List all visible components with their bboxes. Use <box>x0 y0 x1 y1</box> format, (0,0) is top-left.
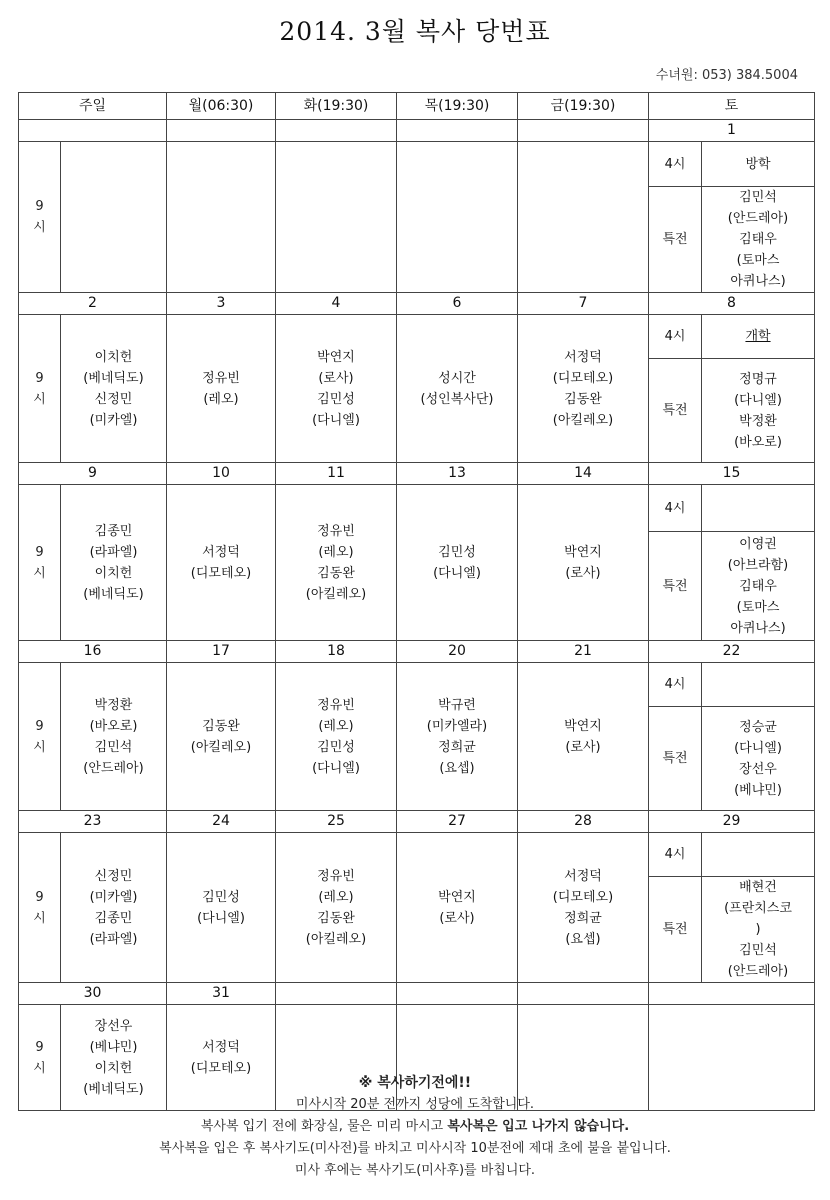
sat-slot-value <box>702 707 815 811</box>
header-monday: 월(06:30) <box>167 93 276 120</box>
server-name: 김동완 <box>202 718 240 734</box>
server-name: 서정덕 <box>202 1039 240 1055</box>
server-name: 정유빈 <box>202 370 240 386</box>
duty-cell <box>397 663 518 811</box>
server-name: 정유빈 <box>317 697 355 713</box>
server-name: (바오로) <box>89 718 138 734</box>
sat-slot-label: 4시 <box>649 485 702 532</box>
server-name: 정유빈 <box>317 523 355 539</box>
server-name: (베냐민) <box>734 782 782 798</box>
instruction-line: 미사 후에는 복사기도(미사후)를 바칩니다. <box>294 1163 536 1178</box>
server-name: 정희균 <box>564 910 602 926</box>
server-name: (성인복사단) <box>420 391 494 407</box>
duty-cell <box>61 315 167 463</box>
header-thursday: 목(19:30) <box>397 93 518 120</box>
server-name: (로사) <box>318 370 354 386</box>
server-name: 정명규 <box>739 371 777 387</box>
sat-slot-label: 4시 <box>649 142 702 187</box>
server-name: 김민석 <box>739 190 777 205</box>
date-cell: 28 <box>518 811 649 833</box>
week-row <box>19 485 815 532</box>
server-name: (로사) <box>439 910 475 926</box>
sat-slot-label: 특전 <box>649 877 702 983</box>
date-cell <box>167 120 276 142</box>
server-name: 이치헌 <box>94 565 133 581</box>
server-name: 박정환 <box>94 697 133 713</box>
server-name: 성시간 <box>438 370 476 386</box>
date-row <box>19 463 815 485</box>
instruction-line: 미사시작 20분 전까지 성당에 도착합니다. <box>295 1097 535 1112</box>
sat-slot-value <box>702 877 815 983</box>
sat-slot-label: 특전 <box>649 359 702 463</box>
server-name: (아킬레오) <box>305 931 367 947</box>
server-name: (다니엘) <box>734 740 782 756</box>
sat-slot-label: 4시 <box>649 663 702 707</box>
date-row <box>19 641 815 663</box>
duty-cell <box>397 833 518 983</box>
duty-cell <box>518 315 649 463</box>
date-cell <box>518 983 649 1005</box>
date-cell: 16 <box>19 641 167 663</box>
sat-slot-value <box>702 187 815 293</box>
sat-slot-label: 특전 <box>649 187 702 293</box>
duty-cell <box>518 663 649 811</box>
server-name: 배현건 <box>739 880 777 895</box>
date-cell: 23 <box>19 811 167 833</box>
duty-cell <box>276 142 397 293</box>
server-name: (토마스 <box>736 253 780 268</box>
server-name: (안드레아) <box>727 211 789 226</box>
sat-slot-text: 방학 <box>745 156 771 172</box>
server-name: (레오) <box>318 544 354 560</box>
server-name: 아퀴나스) <box>730 274 786 289</box>
week-row <box>19 315 815 359</box>
server-name: (바오로) <box>734 434 782 450</box>
server-name: 정희균 <box>438 739 476 755</box>
server-name: (다니엘) <box>312 760 360 776</box>
time-label-line: 시 <box>33 565 46 581</box>
server-name: ) <box>755 922 761 937</box>
server-name: (아킬레오) <box>305 586 367 602</box>
duty-cell <box>167 485 276 641</box>
server-name: 이치헌 <box>94 349 133 365</box>
server-name: 김종민 <box>94 910 133 926</box>
contact-phone: 수녀원: 053) 384.5004 <box>655 68 798 83</box>
sat-slot-value <box>702 833 815 877</box>
time-label-line: 시 <box>33 910 46 926</box>
time-label <box>19 142 61 293</box>
server-name: 김민석 <box>739 943 777 958</box>
server-name: 김태우 <box>739 578 777 594</box>
server-name: (토마스 <box>736 599 780 615</box>
header-saturday: 토 <box>649 93 815 120</box>
date-cell <box>276 120 397 142</box>
date-cell: 2 <box>19 293 167 315</box>
server-name: (디모테오) <box>190 1060 252 1076</box>
server-name: (미카엘라) <box>426 718 488 734</box>
time-label <box>19 315 61 463</box>
date-cell: 31 <box>167 983 276 1005</box>
date-cell: 29 <box>649 811 815 833</box>
server-name: 서정덕 <box>564 349 602 365</box>
server-name: 박정환 <box>739 413 777 429</box>
instruction-line: 복사복을 입은 후 복사기도(미사전)를 바치고 미사시작 10분전에 제대 초에 불을 붙입니다. <box>159 1141 671 1156</box>
date-cell: 24 <box>167 811 276 833</box>
date-cell <box>19 120 167 142</box>
duty-cell <box>397 315 518 463</box>
server-name: 김동완 <box>317 565 355 581</box>
date-cell: 20 <box>397 641 518 663</box>
server-name: (디모테오) <box>552 889 614 905</box>
date-cell: 18 <box>276 641 397 663</box>
date-cell <box>397 120 518 142</box>
date-row <box>19 983 815 1005</box>
date-cell: 13 <box>397 463 518 485</box>
server-name: (베네딕도) <box>83 586 144 602</box>
server-name: (레오) <box>318 718 354 734</box>
server-name: (라파엘) <box>89 931 138 947</box>
server-name: (요셉) <box>439 760 475 776</box>
server-name: 김민성 <box>438 544 476 560</box>
date-cell <box>397 983 518 1005</box>
date-cell <box>276 983 397 1005</box>
server-name: (베네딕도) <box>83 370 144 386</box>
time-label <box>19 663 61 811</box>
sat-slot-label: 4시 <box>649 833 702 877</box>
server-name: (미카엘) <box>89 412 138 428</box>
server-name: 김민성 <box>317 739 355 755</box>
date-cell: 7 <box>518 293 649 315</box>
server-name: (로사) <box>565 565 601 581</box>
sat-slot-label: 특전 <box>649 532 702 641</box>
date-cell: 17 <box>167 641 276 663</box>
server-name: 아퀴나스) <box>730 620 786 636</box>
instruction-line <box>0 1116 830 1138</box>
server-name: 김동완 <box>317 910 355 926</box>
server-name: (안드레아) <box>83 760 144 776</box>
duty-cell <box>276 663 397 811</box>
duty-cell <box>397 485 518 641</box>
header-sunday: 주일 <box>19 93 167 120</box>
sat-slot-value <box>702 359 815 463</box>
duty-cell <box>276 485 397 641</box>
duty-cell <box>518 142 649 293</box>
time-label-line: 9 <box>35 889 44 905</box>
server-name: 박연지 <box>564 544 602 560</box>
page-title: 2014. 3월 복사 당번표 <box>279 17 551 46</box>
server-name: 김종민 <box>94 523 133 539</box>
duty-cell <box>276 833 397 983</box>
server-name: (레오) <box>318 889 354 905</box>
server-name: (라파엘) <box>89 544 138 560</box>
time-label-line: 9 <box>35 370 44 386</box>
date-cell <box>649 983 815 1005</box>
date-cell: 8 <box>649 293 815 315</box>
sat-slot-value <box>702 532 815 641</box>
server-name: (다니엘) <box>433 565 481 581</box>
server-name: 김민성 <box>202 889 240 905</box>
date-cell: 30 <box>19 983 167 1005</box>
header-tuesday: 화(19:30) <box>276 93 397 120</box>
date-cell: 21 <box>518 641 649 663</box>
instructions-heading: ※ 복사하기전에!! <box>358 1075 472 1091</box>
server-name: (아브라함) <box>727 557 789 573</box>
instruction-text: 복사복 입기 전에 화장실, 물은 미리 마시고 <box>200 1119 448 1134</box>
sat-slot-label: 4시 <box>649 315 702 359</box>
server-name: (다니엘) <box>312 412 360 428</box>
server-name: (미카엘) <box>89 889 138 905</box>
date-cell: 6 <box>397 293 518 315</box>
server-name: 김민석 <box>94 739 133 755</box>
duty-cell <box>61 833 167 983</box>
date-cell: 1 <box>649 120 815 142</box>
server-name: (아킬레오) <box>552 412 614 428</box>
server-name: 박규련 <box>438 697 476 713</box>
duty-cell <box>167 142 276 293</box>
duty-cell <box>276 315 397 463</box>
date-cell <box>518 120 649 142</box>
server-name: 장선우 <box>739 761 777 777</box>
server-name: (베냐민) <box>89 1039 138 1055</box>
server-name: 김태우 <box>739 232 777 247</box>
time-label-line: 9 <box>35 544 44 560</box>
server-name: (아킬레오) <box>190 739 252 755</box>
date-cell: 10 <box>167 463 276 485</box>
time-label-line: 9 <box>35 718 44 734</box>
sat-slot-value <box>702 663 815 707</box>
server-name: 김민성 <box>317 391 355 407</box>
date-cell: 15 <box>649 463 815 485</box>
duty-cell <box>518 833 649 983</box>
server-name: (안드레아) <box>727 964 789 979</box>
server-name: 박연지 <box>564 718 602 734</box>
date-cell: 27 <box>397 811 518 833</box>
date-cell: 25 <box>276 811 397 833</box>
server-name: 신정민 <box>94 391 133 407</box>
server-name: 이영권 <box>739 536 777 552</box>
duty-cell <box>61 663 167 811</box>
date-cell: 14 <box>518 463 649 485</box>
duty-cell <box>167 663 276 811</box>
time-label-line: 시 <box>33 1060 46 1076</box>
schedule-table <box>18 92 815 1111</box>
time-label <box>19 833 61 983</box>
date-cell: 11 <box>276 463 397 485</box>
server-name: 신정민 <box>94 868 133 884</box>
server-name: (다니엘) <box>734 392 782 408</box>
date-row <box>19 120 815 142</box>
server-name: (요셉) <box>565 931 601 947</box>
server-name: (레오) <box>203 391 239 407</box>
server-name: 장선우 <box>94 1018 133 1034</box>
server-name: 서정덕 <box>202 544 240 560</box>
time-label-line: 시 <box>33 220 46 235</box>
duty-cell <box>61 142 167 293</box>
header-friday: 금(19:30) <box>518 93 649 120</box>
server-name: (로사) <box>565 739 601 755</box>
server-name: 정승균 <box>739 719 777 735</box>
week-row <box>19 833 815 877</box>
sat-slot-label: 특전 <box>649 707 702 811</box>
server-name: (베네딕도) <box>83 1081 144 1097</box>
instructions <box>0 1072 830 1182</box>
time-label-line: 9 <box>35 1039 44 1055</box>
date-row <box>19 811 815 833</box>
sat-slot-text: 개학 <box>745 329 771 344</box>
duty-cell <box>61 485 167 641</box>
duty-cell <box>167 833 276 983</box>
time-label-line: 시 <box>33 739 46 755</box>
duty-cell <box>518 485 649 641</box>
sat-slot-value <box>702 485 815 532</box>
server-name: 박연지 <box>438 889 476 905</box>
duty-cell <box>397 142 518 293</box>
date-row <box>19 293 815 315</box>
date-cell: 4 <box>276 293 397 315</box>
time-label <box>19 485 61 641</box>
server-name: 이치헌 <box>94 1060 133 1076</box>
duty-cell <box>167 315 276 463</box>
sat-slot-value <box>702 142 815 187</box>
server-name: 서정덕 <box>564 868 602 884</box>
week-row <box>19 663 815 707</box>
instruction-emphasis: 복사복은 입고 나가지 않습니다. <box>447 1119 630 1134</box>
time-label-line: 9 <box>35 199 44 214</box>
date-cell: 3 <box>167 293 276 315</box>
time-label-line: 시 <box>33 391 46 407</box>
server-name: 박연지 <box>317 349 355 365</box>
header-row <box>19 93 815 120</box>
date-cell: 9 <box>19 463 167 485</box>
server-name: (다니엘) <box>197 910 245 926</box>
server-name: (디모테오) <box>190 565 252 581</box>
server-name: 정유빈 <box>317 868 355 884</box>
server-name: (프란치스코 <box>724 901 792 916</box>
week-row <box>19 142 815 187</box>
server-name: (디모테오) <box>552 370 614 386</box>
date-cell: 22 <box>649 641 815 663</box>
sat-slot-value <box>702 315 815 359</box>
server-name: 김동완 <box>564 391 602 407</box>
